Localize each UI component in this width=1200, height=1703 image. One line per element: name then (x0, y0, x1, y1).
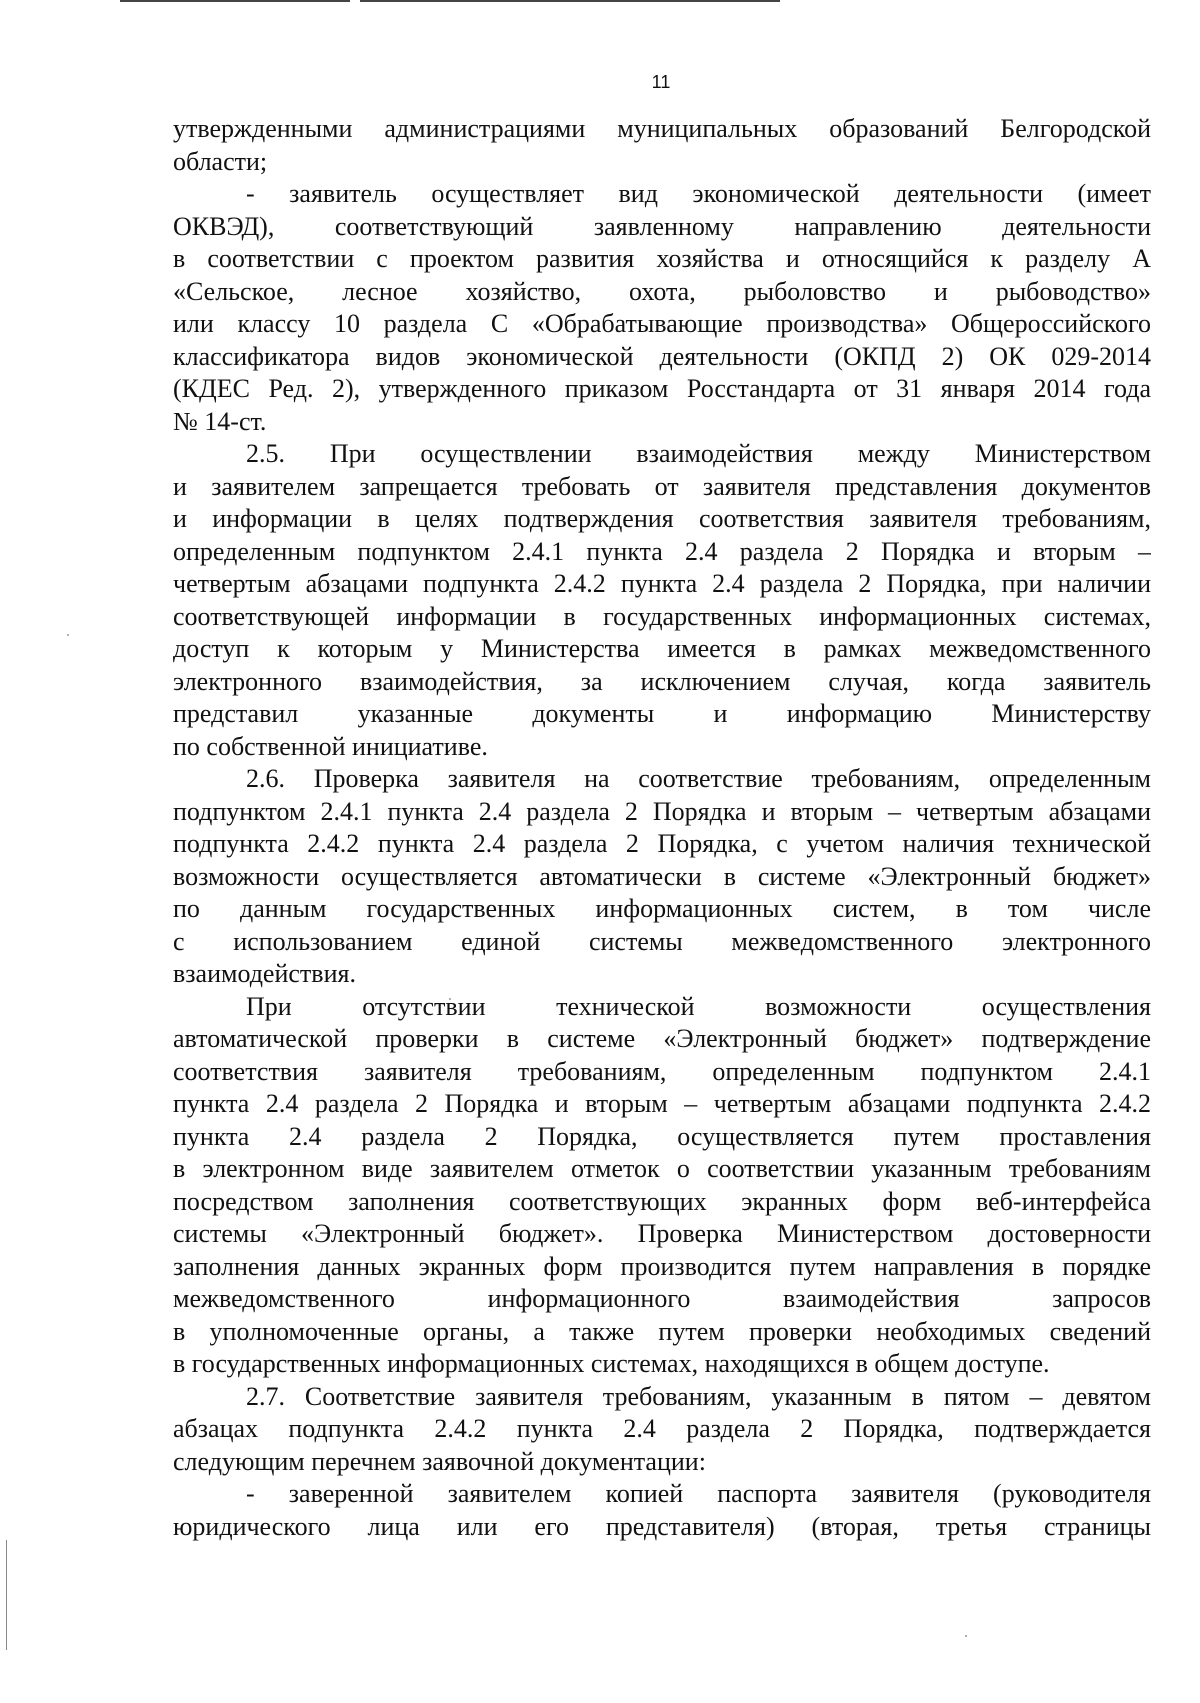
text-line: - заверенной заявителем копией паспорта заявителя (руководителя (246, 1479, 1151, 1508)
text-line: определенным подпунктом 2.4.1 пункта 2.4 раздела 2 Порядка и вторым – (173, 536, 1151, 566)
text-line: 2.6. Проверка заявителя на соответствие требованиям, определенным (246, 764, 1151, 793)
text-line: и информации в целях подтверждения соответствия заявителя требованиям, (173, 504, 1151, 533)
text-line: четвертым абзацами подпункта 2.4.2 пункта 2.4 раздела 2 Порядка, при наличии (173, 569, 1151, 598)
text-line: доступ к которым у Министерства имеется в рамках межведомственного (173, 634, 1151, 663)
text-line: подпункта 2.4.2 пункта 2.4 раздела 2 Порядка, с учетом наличия технической (173, 829, 1151, 858)
page-number: 11 (651, 72, 671, 92)
scan-edge-segment (120, 0, 350, 2)
text-line: взаимодействия. (173, 959, 356, 988)
text-line: 2.5. При осуществлении взаимодействия между Министерством (246, 439, 1151, 468)
text-line: области; (173, 146, 268, 176)
text-line: заполнения данных экранных форм производится путем направления в порядке (173, 1251, 1151, 1281)
text-line: (КДЕС Ред. 2), утвержденного приказом Росстандарта от 31 января 2014 года (173, 374, 1151, 403)
text-line: утвержденными администрациями муниципальных образований Белгородской (173, 114, 1151, 143)
text-line: классификатора видов экономической деятельности (ОКПД 2) ОК 029-2014 (173, 341, 1151, 371)
text-line: по собственной инициативе. (173, 731, 488, 761)
text-line: ОКВЭД), соответствующий заявленному направлению деятельности (173, 211, 1151, 241)
text-line: в уполномоченные органы, а также путем проверки необходимых сведений (173, 1316, 1151, 1346)
text-line: посредством заполнения соответствующих экранных форм веб-интерфейса (173, 1186, 1151, 1216)
text-line: по данным государственных информационных систем, в том числе (173, 894, 1151, 923)
text-line: подпунктом 2.4.1 пункта 2.4 раздела 2 Порядка и вторым – четвертым абзацами (173, 796, 1151, 826)
text-line: юридического лица или его представителя) (вторая, третья страницы (173, 1511, 1151, 1541)
text-line: или классу 10 раздела С «Обрабатывающие производства» Общероссийского (173, 309, 1151, 338)
text-line: и заявителем запрещается требовать от заявителя представления документов (173, 471, 1151, 501)
document-body (173, 113, 1151, 1543)
text-line: пункта 2.4 раздела 2 Порядка, осуществляется путем проставления (173, 1121, 1151, 1151)
text-line: автоматической проверки в системе «Электронный бюджет» подтверждение (173, 1024, 1151, 1053)
text-line: в электронном виде заявителем отметок о соответствии указанным требованиям (173, 1154, 1151, 1183)
text-line: 2.7. Соответствие заявителя требованиям, указанным в пятом – девятом (246, 1381, 1151, 1411)
text-line: представил указанные документы и информацию Министерству (173, 699, 1151, 728)
text-line: пункта 2.4 раздела 2 Порядка и вторым – четвертым абзацами подпункта 2.4.2 (173, 1089, 1151, 1118)
text-line: «Сельское, лесное хозяйство, охота, рыболовство и рыбоводство» (173, 276, 1151, 306)
text-line: соответствия заявителя требованиям, определенным подпунктом 2.4.1 (173, 1056, 1151, 1086)
text-line: возможности осуществляется автоматически в системе «Электронный бюджет» (173, 861, 1151, 891)
text-line: абзацах подпункта 2.4.2 пункта 2.4 раздела 2 Порядка, подтверждается (173, 1414, 1151, 1443)
text-line: следующим перечнем заявочной документации: (173, 1446, 706, 1476)
text-line: с использованием единой системы межведомственного электронного (173, 926, 1151, 956)
scan-speck (965, 1635, 967, 1637)
text-line: № 14-ст. (173, 406, 267, 436)
scan-edge-top (0, 0, 1200, 3)
text-line: соответствующей информации в государственных информационных системах, (173, 601, 1151, 631)
scan-speck (67, 634, 69, 636)
text-line: системы «Электронный бюджет». Проверка Министерством достоверности (173, 1219, 1151, 1248)
scan-edge-segment (360, 0, 780, 2)
text-line: электронного взаимодействия, за исключением случая, когда заявитель (173, 666, 1151, 696)
text-line: - заявитель осуществляет вид экономической деятельности (имеет (246, 179, 1151, 208)
text-line: в государственных информационных системах, находящихся в общем доступе. (173, 1349, 1050, 1378)
text-line: межведомственного информационного взаимодействия запросов (173, 1284, 1151, 1313)
scan-edge-left (6, 1540, 7, 1650)
text-line: в соответствии с проектом развития хозяйства и относящийся к разделу А (173, 244, 1151, 273)
text-line: При отсутствии технической возможности осуществления (246, 991, 1151, 1021)
